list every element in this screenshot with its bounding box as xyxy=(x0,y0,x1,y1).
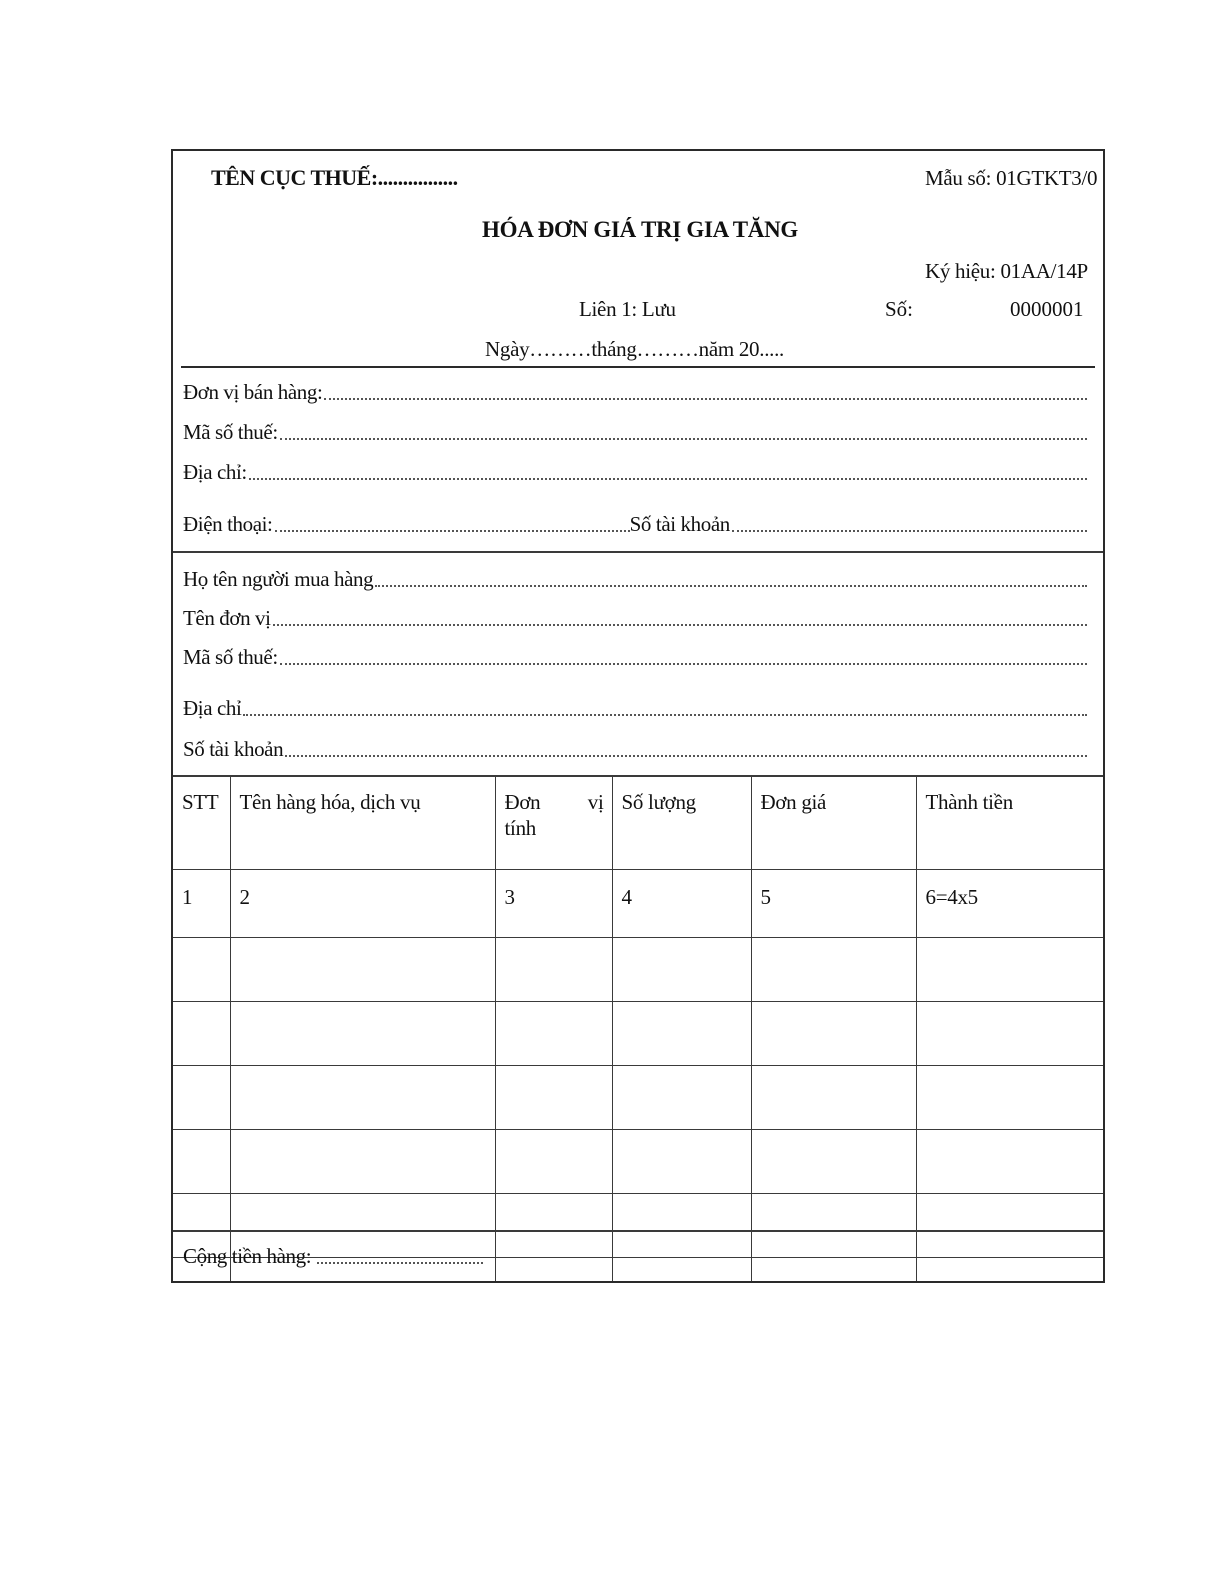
table-cell xyxy=(173,938,230,1002)
table-cell xyxy=(612,1130,751,1194)
seller-address-field xyxy=(183,459,1087,485)
table-cell: 1 xyxy=(173,870,230,938)
table-row xyxy=(173,938,1103,1002)
invoice-number-label: Số: xyxy=(885,297,914,321)
table-cell xyxy=(230,1066,495,1130)
table-cell xyxy=(612,1194,751,1258)
buyer-address-field xyxy=(183,695,1087,721)
items-table xyxy=(173,775,1103,1283)
table-cell: 3 xyxy=(495,870,612,938)
table-cell xyxy=(612,1066,751,1130)
table-cell xyxy=(916,1194,1103,1258)
table-cell xyxy=(751,1258,916,1284)
table-cell xyxy=(916,1066,1103,1130)
table-cell xyxy=(173,1130,230,1194)
form-number: Mẫu số: 01GTKT3/0 xyxy=(925,166,1098,190)
fill-line xyxy=(280,438,1087,440)
table-cell xyxy=(751,1130,916,1194)
seller-unit-field xyxy=(183,379,1087,405)
table-row xyxy=(173,1002,1103,1066)
table-cell xyxy=(173,1066,230,1130)
fill-line xyxy=(243,714,1087,716)
col-header-item: Tên hàng hóa, dịch vụ xyxy=(230,775,495,870)
section-divider xyxy=(173,551,1103,553)
total-label: Cộng tiền hàng: xyxy=(183,1244,312,1268)
fill-line xyxy=(275,530,630,532)
buyer-account-field xyxy=(183,736,1087,762)
buyer-unit-field xyxy=(183,605,1087,631)
seller-unit-label: Đơn vị bán hàng: xyxy=(183,380,323,404)
col-header-unit-word2: vị xyxy=(587,790,604,814)
table-cell xyxy=(495,1194,612,1258)
table-cell xyxy=(916,1258,1103,1284)
buyer-name-label: Họ tên người mua hàng xyxy=(183,567,374,591)
table-numbering-row xyxy=(173,870,1103,938)
col-header-unit-word1: Đơn xyxy=(504,790,541,814)
seller-address-label: Địa chỉ: xyxy=(183,460,247,484)
table-cell xyxy=(612,938,751,1002)
table-cell: 5 xyxy=(751,870,916,938)
table-cell xyxy=(230,1130,495,1194)
table-cell xyxy=(612,1002,751,1066)
invoice-number: 0000001 xyxy=(1010,297,1084,321)
section-divider xyxy=(173,1230,1103,1232)
table-cell xyxy=(612,1258,751,1284)
table-row xyxy=(173,1066,1103,1130)
fill-line xyxy=(249,478,1087,480)
fill-line xyxy=(280,663,1087,665)
table-header-row xyxy=(173,775,1103,870)
seller-tax-code-label: Mã số thuế: xyxy=(183,420,278,444)
fill-line xyxy=(273,624,1087,626)
col-header-price: Đơn giá xyxy=(751,775,916,870)
table-cell xyxy=(751,1194,916,1258)
table-cell xyxy=(495,1258,612,1284)
table-row xyxy=(173,1130,1103,1194)
seller-phone-account-field xyxy=(183,511,1087,537)
col-header-stt: STT xyxy=(173,775,230,870)
table-cell xyxy=(495,1066,612,1130)
table-cell: 2 xyxy=(230,870,495,938)
table-cell xyxy=(230,938,495,1002)
table-cell xyxy=(230,1002,495,1066)
tax-office-label: TÊN CỤC THUẾ:................ xyxy=(211,165,458,190)
fill-line xyxy=(317,1262,483,1264)
table-cell xyxy=(495,1002,612,1066)
buyer-account-label: Số tài khoản xyxy=(183,737,284,761)
buyer-unit-label: Tên đơn vị xyxy=(183,606,271,630)
seller-tax-code-field xyxy=(183,419,1087,445)
table-cell: 6=4x5 xyxy=(916,870,1103,938)
col-header-unit-word3: tính xyxy=(504,816,536,840)
buyer-name-field xyxy=(183,566,1087,592)
buyer-tax-code-label: Mã số thuế: xyxy=(183,645,278,669)
table-cell xyxy=(916,1130,1103,1194)
table-cell xyxy=(916,938,1103,1002)
col-header-qty: Số lượng xyxy=(612,775,751,870)
table-cell xyxy=(495,1130,612,1194)
col-header-amount: Thành tiền xyxy=(916,775,1103,870)
table-cell xyxy=(173,1002,230,1066)
table-cell xyxy=(751,1066,916,1130)
seller-account-label: Số tài khoản xyxy=(629,512,730,536)
invoice-form xyxy=(171,149,1105,1283)
table-cell xyxy=(495,938,612,1002)
seller-phone-label: Điện thoại: xyxy=(183,512,273,536)
buyer-address-label: Địa chỉ xyxy=(183,696,242,720)
invoice-date-line: Ngày………tháng………năm 20..... xyxy=(485,337,784,361)
invoice-copy: Liên 1: Lưu xyxy=(579,297,676,321)
table-cell xyxy=(916,1002,1103,1066)
table-cell: 4 xyxy=(612,870,751,938)
fill-line xyxy=(732,530,1087,532)
buyer-tax-code-field xyxy=(183,644,1087,670)
fill-line xyxy=(375,585,1087,587)
invoice-serial: Ký hiệu: 01AA/14P xyxy=(925,259,1088,283)
fill-line xyxy=(285,755,1087,757)
table-cell xyxy=(751,1002,916,1066)
header-divider xyxy=(181,366,1095,368)
table-cell xyxy=(751,938,916,1002)
total-field xyxy=(183,1243,483,1269)
invoice-title: HÓA ĐƠN GIÁ TRỊ GIA TĂNG xyxy=(482,217,798,242)
col-header-unit xyxy=(495,775,612,870)
fill-line xyxy=(324,398,1087,400)
